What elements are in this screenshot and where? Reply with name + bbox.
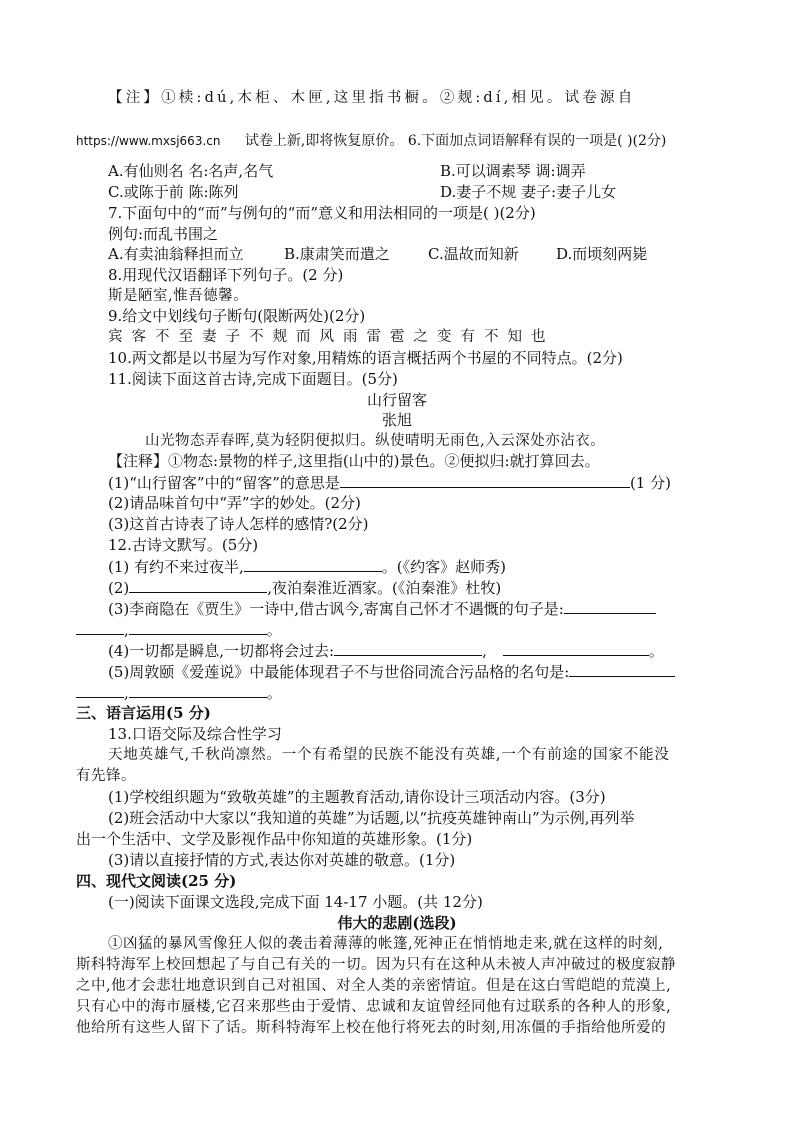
q7-option-d: D.而顷刻两毙 [556,245,648,263]
q6-option-d: D.妻子不规 妻子:妻子儿女 [440,183,617,201]
q13-sub1: (1)学校组织题为“致敬英雄”的主题教育活动,请你设计三项活动内容。(3分) [108,788,606,806]
section-3-title: 三、语言运用(5 分) [76,704,211,722]
q12-s2-suffix: ,夜泊秦淮近酒家。(《泊秦淮》杜牧) [267,579,502,597]
q9-stem: 9.给文中划线句子断句(限断两处)(2分) [108,307,366,325]
q12-s5-text: (5)周敦颐《爱莲说》中最能体现君子不与世俗同流合污品格的名句是: [108,663,570,681]
answer-blank[interactable] [76,619,124,635]
q12-s3-cont [76,619,282,640]
q11-sub1 [108,472,671,493]
q12-stem: 12.古诗文默写。(5分) [108,536,259,554]
poem-note: 【注释】①物态:景物的样子,这里指(山中的)景色。②便拟归:就打算回去。 [108,452,600,470]
poem-author: 张旭 [381,411,412,429]
poem-text: 山光物态弄春晖,莫为轻阴便拟归。纵使晴明无雨色,入云深处亦沾衣。 [145,433,606,449]
q7-option-a: A.有卖油翁释担而立 [108,245,244,263]
reading-line-3: 之中,他才会悲壮地意识到自己对祖国、对全人类的亲密情谊。但是在这白雪皑皑的荒漠上, [76,978,672,994]
answer-blank[interactable] [244,556,382,572]
answer-blank[interactable] [129,682,267,698]
reading-line-2: 斯科特海军上校回想起了与自己有关的一切。因为只有在这种从未被人声冲破过的极度寂静 [76,957,676,973]
q12-s4 [108,640,664,661]
q12-s1-suffix: 。(《约客》赵师秀) [381,558,507,576]
q13-intro-2: 有先锋。 [76,768,136,784]
q7-option-c: C.温故而知新 [428,245,519,263]
q12-s4-comma: , [482,642,487,660]
answer-blank[interactable] [129,619,267,635]
q12-s2-prefix: (2) [108,579,130,597]
q11-sub1-score: (1 分) [629,474,671,492]
source-note: 试卷上新,即将恢复原价。 [244,133,404,149]
answer-blank[interactable] [564,598,656,614]
q12-s4-text: (4)一切都是瞬息,一切都将会过去: [108,642,335,660]
answer-blank[interactable] [503,640,649,656]
q11-sub1-text: (1)“山行留客”中的“留客”的意思是 [108,474,340,492]
answer-blank[interactable] [334,640,482,656]
reading-intro: (一)阅读下面课文选段,完成下面 14-17 小题。(共 12分) [108,893,483,911]
q13-sub2b: 出一个生活中、文学及影视作品中你知道的英雄形象。(1分) [76,830,473,848]
source-line [76,131,666,151]
q12-s5 [108,661,675,682]
q12-s4-period: 。 [648,642,664,660]
q11-sub2: (2)请品味首句中“弄”字的妙处。(2分) [108,494,361,512]
section-4-title: 四、现代文阅读(25 分) [76,872,237,890]
q6-stem: 6.下面加点词语解释有误的一项是( )(2分) [407,133,667,149]
q12-s5-comma: , [124,684,129,702]
q7-stem: 7.下面句中的“而”与例句的“而”意义和用法相同的一项是( )(2分) [108,204,536,222]
q13-sub3: (3)请以直接抒情的方式,表达你对英雄的敬意。(1分) [108,851,456,869]
answer-blank[interactable] [340,472,630,488]
q12-s5-period: 。 [266,684,282,702]
reading-title: 伟大的悲剧(选段) [337,914,457,932]
q7-example: 例句:而乱书围之 [108,225,219,243]
q12-s3 [108,598,656,619]
q6-option-c: C.或陈于前 陈:陈列 [108,183,239,201]
q12-s1 [108,556,506,577]
q11-sub3: (3)这首古诗表了诗人怎样的感情?(2分) [108,515,369,533]
q12-s3-comma: , [124,621,129,639]
q12-s1-prefix: (1) 有约不来过夜半, [108,558,244,576]
q8-sentence: 斯是陋室,惟吾德馨。 [108,288,249,304]
answer-blank[interactable] [129,577,267,593]
q10-stem: 10.两文都是以书屋为写作对象,用精炼的语言概括两个书屋的不同特点。(2分) [108,349,623,367]
source-url[interactable]: https://www.mxsj663.cn [76,134,221,148]
q6-option-b: B.可以调素琴 调:调弄 [440,162,586,180]
answer-blank[interactable] [569,661,675,677]
answer-blank[interactable] [76,682,124,698]
q13-stem: 13.口语交际及综合性学习 [108,725,282,743]
reading-line-4: 只有心中的海市蜃楼,它召来那些由于爱情、忠诚和友谊曾经同他有过联系的各种人的形象, [76,999,672,1015]
footnote-line: 【注】①椟:dú,木柜、木匣,这里指书橱。②觌:dí,相见。试卷源自 [108,90,636,106]
reading-line-5: 他给所有这些人留下了话。斯科特海军上校在他行将死去的时刻,用冻僵的手指给他所爱的 [76,1020,667,1036]
q12-s2 [108,577,501,598]
q13-intro-1: 天地英雄气,千秋尚凛然。一个有希望的民族不能没有英雄,一个有前途的国家不能没 [108,747,670,763]
q12-s3-text: (3)李商隐在《贾生》一诗中,借古讽今,寄寓自己怀才不遇慨的句子是: [108,600,564,618]
q11-stem: 11.阅读下面这首古诗,完成下面题目。(5分) [108,370,398,388]
poem-title: 山行留客 [366,391,427,409]
q6-option-a: A.有仙则名 名:名声,名气 [108,162,274,180]
q13-sub2a: (2)班会活动中大家以“我知道的英雄”为话题,以“抗疫英雄钟南山”为示例,再列举 [108,809,635,827]
q12-s3-period: 。 [266,621,282,639]
q7-option-b: B.康肃笑而遣之 [284,245,390,263]
q8-stem: 8.用现代汉语翻译下列句子。(2 分) [108,266,344,284]
reading-line-1: ①凶猛的暴风雪像狂人似的袭击着薄薄的帐篷,死神正在悄悄地走来,就在这样的时刻, [108,936,664,952]
q12-s5-cont [76,682,282,703]
q9-sentence: 宾客不至妻子不觌而风雨雷雹之变有不知也 [108,329,555,345]
